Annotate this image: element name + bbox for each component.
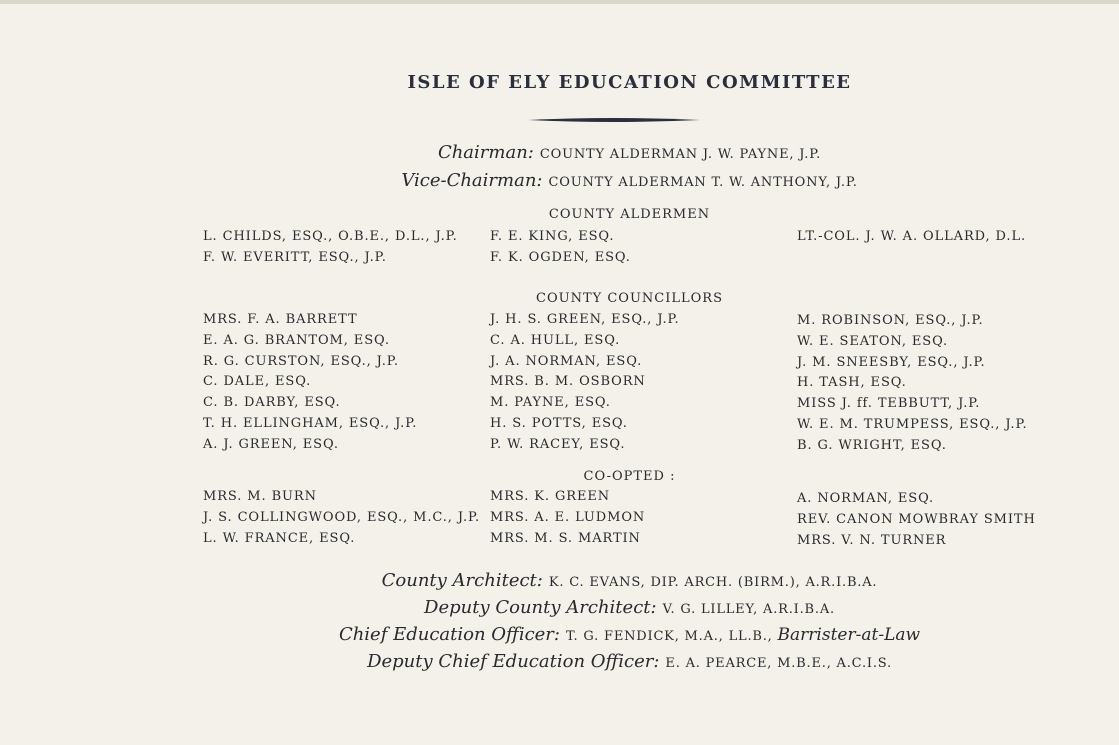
chairman-name: COUNTY ALDERMAN J. W. PAYNE, J.P. [539, 147, 822, 162]
aldermen-column-2 [490, 227, 631, 269]
list-item: J. A. NORMAN, ESQ. [490, 353, 643, 369]
list-item: MRS. M. BURN [203, 489, 317, 504]
councillors-column-2 [490, 310, 680, 456]
list-item: T. H. ELLINGHAM, ESQ., J.P. [203, 415, 418, 431]
deputy-county-architect-line [0, 597, 1119, 618]
officer-role: Deputy Chief Education Officer: [367, 651, 660, 672]
officer-name: K. C. EVANS, DIP. ARCH. (BIRM.), A.R.I.B.A. [548, 575, 878, 590]
councillors-column-1 [203, 310, 417, 456]
list-item: MRS. A. E. LUDMON [490, 509, 646, 525]
ornamental-rule [528, 117, 700, 123]
list-item: J. H. S. GREEN, ESQ., J.P. [490, 312, 680, 327]
list-item: MRS. B. M. OSBORN [490, 374, 646, 390]
list-item: L. CHILDS, ESQ., O.B.E., D.L., J.P. [203, 229, 458, 244]
chairman-line [0, 142, 1119, 163]
list-item: C. B. DARBY, ESQ. [203, 395, 341, 411]
list-item: P. W. RACEY, ESQ. [490, 436, 626, 452]
list-item: M. PAYNE, ESQ. [490, 395, 611, 411]
list-item: R. G. CURSTON, ESQ., J.P. [203, 353, 399, 369]
list-item: F. W. EVERITT, ESQ., J.P. [203, 249, 387, 265]
list-item: H. S. POTTS, ESQ. [490, 415, 628, 431]
councillors-heading: COUNTY COUNCILLORS [536, 291, 723, 306]
list-item: J. S. COLLINGWOOD, ESQ., M.C., J.P. [203, 509, 481, 525]
document-title: ISLE OF ELY EDUCATION COMMITTEE [407, 72, 852, 93]
list-item: W. E. M. TRUMPESS, ESQ., J.P. [797, 416, 1028, 432]
list-item: MRS. F. A. BARRETT [203, 312, 358, 327]
aldermen-column-1 [203, 227, 458, 269]
coopted-column-3 [797, 489, 1036, 551]
aldermen-heading: COUNTY ALDERMEN [548, 207, 711, 222]
list-item: W. E. SEATON, ESQ. [797, 333, 949, 349]
officer-name: E. A. PEARCE, M.B.E., A.C.I.S. [665, 656, 892, 671]
list-item: MRS. V. N. TURNER [797, 532, 947, 548]
list-item: H. TASH, ESQ. [797, 375, 907, 391]
vice-chairman-line [0, 170, 1119, 191]
chairman-role: Chairman: [437, 142, 534, 163]
list-item: A. J. GREEN, ESQ. [203, 436, 339, 452]
officer-suffix: Barrister-at-Law [777, 625, 921, 645]
list-item: M. ROBINSON, ESQ., J.P. [797, 313, 984, 328]
councillors-column-3 [797, 311, 1028, 457]
officer-role: Deputy County Architect: [424, 597, 657, 618]
vice-chairman-name: COUNTY ALDERMAN T. W. ANTHONY, J.P. [548, 175, 858, 190]
list-item: F. K. OGDEN, ESQ. [490, 249, 631, 265]
officer-role: Chief Education Officer: [338, 624, 560, 645]
vice-chairman-role: Vice-Chairman: [401, 170, 543, 191]
list-item: F. E. KING, ESQ. [490, 229, 615, 244]
list-item: C. DALE, ESQ. [203, 374, 312, 390]
aldermen-column-3 [797, 227, 1026, 248]
list-item: MRS. M. S. MARTIN [490, 530, 641, 546]
page-top-edge [0, 0, 1119, 4]
list-item: REV. CANON MOWBRAY SMITH [797, 511, 1036, 527]
list-item: J. M. SNEESBY, ESQ., J.P. [797, 354, 986, 370]
list-item: A. NORMAN, ESQ. [797, 491, 935, 506]
chief-education-officer-line [0, 624, 1119, 645]
county-architect-line [0, 570, 1119, 591]
list-item: LT.-COL. J. W. A. OLLARD, D.L. [797, 229, 1027, 244]
list-item: MISS J. ff. TEBBUTT, J.P. [797, 396, 981, 412]
deputy-chief-education-officer-line [0, 651, 1119, 672]
list-item: B. G. WRIGHT, ESQ. [797, 437, 947, 453]
list-item: C. A. HULL, ESQ. [490, 332, 621, 348]
officer-role: County Architect: [381, 570, 543, 591]
coopted-column-1 [203, 487, 480, 549]
officer-name: V. G. LILLEY, A.R.I.B.A. [662, 602, 835, 617]
coopted-heading: CO-OPTED : [583, 469, 676, 484]
officer-name: T. G. FENDICK, M.A., LL.B., [565, 629, 773, 644]
coopted-column-2 [490, 487, 645, 549]
list-item: L. W. FRANCE, ESQ. [203, 530, 356, 546]
list-item: E. A. G. BRANTOM, ESQ. [203, 332, 390, 348]
list-item: MRS. K. GREEN [490, 489, 611, 504]
